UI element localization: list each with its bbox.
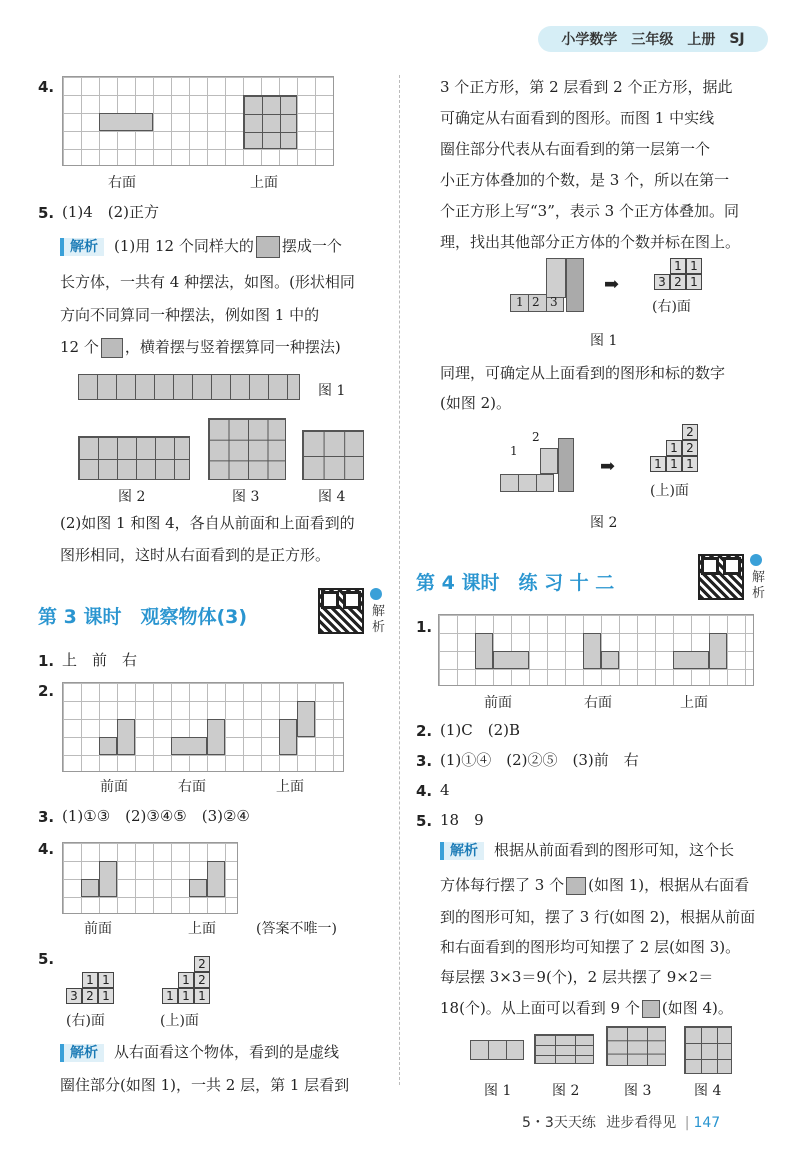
cont-line6: 理，找出其他部分正方体的个数并标在图上。 bbox=[440, 233, 741, 251]
s5-number: 5. bbox=[38, 950, 55, 968]
subject: 小学数学 bbox=[561, 32, 618, 48]
q5-after-line1: (2)如图 1 和图 4，各自从前面和上面看到的 bbox=[60, 514, 355, 532]
analysis-tag: 解析 bbox=[440, 842, 484, 860]
mid-line2: (如图 2)。 bbox=[440, 394, 512, 412]
rfig1-solid: 1 2 3 bbox=[510, 258, 588, 314]
cube-icon bbox=[256, 236, 280, 258]
edition: SJ bbox=[729, 31, 745, 47]
s2-top-label: 上面 bbox=[276, 779, 304, 795]
q5-analysis-line4: 12 个 ，横着摆与竖着摆算同一种摆法) bbox=[60, 338, 341, 356]
r5-analysis-line2: 方体每行摆了 3 个 (如图 1)，根据从右面看 bbox=[440, 876, 750, 894]
fig1-long-cuboid bbox=[78, 374, 300, 400]
s2-number: 2. bbox=[38, 682, 55, 700]
s4-note: (答案不唯一) bbox=[256, 921, 337, 937]
q4-right-label: 右面 bbox=[108, 175, 136, 191]
r3-number: 3. bbox=[416, 752, 433, 770]
rfig1-caption: 图 1 bbox=[590, 333, 618, 349]
r5-fig2-caption: 图 2 bbox=[552, 1083, 580, 1099]
fig3-label: 图 3 bbox=[232, 489, 260, 505]
r5-fig3-caption: 图 3 bbox=[624, 1083, 652, 1099]
q4-number: 4. bbox=[38, 78, 55, 96]
q5-number: 5. bbox=[38, 204, 55, 222]
fig1-label: 图 1 bbox=[318, 383, 346, 399]
s5-top-label: (上)面 bbox=[160, 1013, 199, 1029]
qr-code-icon[interactable] bbox=[698, 554, 744, 600]
s3-number: 3. bbox=[38, 808, 55, 826]
fig4-label: 图 4 bbox=[318, 489, 346, 505]
arrow-icon: ➡ bbox=[600, 456, 616, 477]
fig3-cuboid bbox=[208, 418, 286, 480]
play-icon[interactable] bbox=[750, 554, 762, 566]
cont-line2: 可确定从右面看到的图形。而图 1 中实线 bbox=[440, 109, 715, 127]
r5-fig1-caption: 图 1 bbox=[484, 1083, 512, 1099]
r5-analysis-line1: 解析 根据从前面看到的图形可知，这个长 bbox=[440, 842, 734, 860]
r1-number: 1. bbox=[416, 618, 433, 636]
rfig2-caption: 图 2 bbox=[590, 515, 618, 531]
r5-analysis-line5: 每层摆 3×3＝9(个)，2 层共摆了 9×2＝ bbox=[440, 968, 714, 986]
cont-line1: 3 个正方形，第 2 层看到 2 个正方形，据此 bbox=[440, 78, 733, 96]
r5-fig3 bbox=[606, 1026, 666, 1066]
cont-line4: 小正方体叠加的个数，是 3 个，所以在第一 bbox=[440, 171, 730, 189]
fig2-label: 图 2 bbox=[118, 489, 146, 505]
r5-fig2 bbox=[534, 1034, 594, 1064]
s4-grid bbox=[62, 842, 238, 914]
q5-after-line2: 图形相同，这时从右面看到的是正方形。 bbox=[60, 546, 331, 564]
r2-answer: (1)C (2)B bbox=[440, 721, 520, 739]
r1-grid bbox=[438, 614, 754, 686]
r5-analysis-line4: 和右面看到的图形均可知摆了 2 层(如图 3)。 bbox=[440, 938, 741, 956]
fig2-cuboid bbox=[78, 436, 190, 480]
r2-number: 2. bbox=[416, 722, 433, 740]
r5-analysis-line6: 18(个)。从上面可以看到 9 个 (如图 4)。 bbox=[440, 999, 733, 1017]
s4-top-label: 上面 bbox=[188, 921, 216, 937]
r5-fig1 bbox=[470, 1040, 524, 1060]
q5-analysis-line3: 方向不同算同一种摆法，例如图 1 中的 bbox=[60, 306, 320, 324]
rfig2-solid: 2 1 bbox=[500, 430, 580, 494]
s5-analysis-line1: 解析 从右面看这个物体，看到的是虚线 bbox=[60, 1044, 339, 1062]
q5-answer: (1)4 (2)正方 bbox=[62, 203, 160, 221]
play-icon[interactable] bbox=[370, 588, 382, 600]
s4-number: 4. bbox=[38, 840, 55, 858]
r1-front-label: 前面 bbox=[484, 695, 512, 711]
s1-number: 1. bbox=[38, 652, 55, 670]
column-divider bbox=[399, 75, 400, 1085]
qr-analysis-label[interactable]: 解析 bbox=[372, 604, 386, 635]
r5-fig4-caption: 图 4 bbox=[694, 1083, 722, 1099]
s4-front-label: 前面 bbox=[84, 921, 112, 937]
s1-answer: 上 前 右 bbox=[62, 651, 138, 669]
page-number: 147 bbox=[693, 1115, 721, 1131]
s2-right-label: 右面 bbox=[178, 779, 206, 795]
square-icon bbox=[642, 1000, 660, 1018]
cube-icon bbox=[566, 877, 586, 895]
qr-analysis-label[interactable]: 解析 bbox=[752, 570, 766, 601]
s2-front-label: 前面 bbox=[100, 779, 128, 795]
s3-answer: (1)①③ (2)③④⑤ (3)②④ bbox=[62, 807, 250, 825]
qr-code-icon[interactable] bbox=[318, 588, 364, 634]
q4-right-shape bbox=[99, 113, 153, 131]
r5-answer: 18 9 bbox=[440, 811, 484, 829]
fig4-cuboid bbox=[302, 430, 364, 480]
footer-slogan: 进步看得见 bbox=[606, 1115, 677, 1131]
volume: 上册 bbox=[687, 32, 716, 48]
r1-right-label: 右面 bbox=[584, 695, 612, 711]
footer-brand: 5・3天天练 bbox=[522, 1115, 596, 1131]
footer: 5・3天天练 进步看得见 | 147 bbox=[522, 1115, 721, 1131]
r5-number: 5. bbox=[416, 812, 433, 830]
r4-answer: 4 bbox=[440, 781, 450, 799]
section-title-4: 第 4 课时 练 习 十 二 bbox=[416, 572, 615, 594]
rfig2-top-label: (上)面 bbox=[650, 483, 689, 499]
s5-analysis-line2: 圈住部分(如图 1)，一共 2 层，第 1 层看到 bbox=[60, 1076, 350, 1094]
arrow-icon: ➡ bbox=[604, 274, 620, 295]
section-title-3: 第 3 课时 观察物体(3) bbox=[38, 606, 248, 628]
mid-line1: 同理，可确定从上面看到的图形和标的数字 bbox=[440, 364, 726, 382]
r3-answer: (1)①④ (2)②⑤ (3)前 右 bbox=[440, 751, 639, 769]
r1-top-label: 上面 bbox=[680, 695, 708, 711]
analysis-tag: 解析 bbox=[60, 1044, 104, 1062]
analysis-tag: 解析 bbox=[60, 238, 104, 256]
header-bar bbox=[538, 26, 768, 52]
grade: 三年级 bbox=[631, 32, 674, 48]
q4-top-label: 上面 bbox=[250, 175, 278, 191]
q4-grid bbox=[62, 76, 334, 166]
s2-grid bbox=[62, 682, 344, 772]
cube-icon bbox=[101, 338, 123, 358]
r5-fig4 bbox=[684, 1026, 732, 1074]
r5-analysis-line3: 到的图形可知，摆了 3 行(如图 2)，根据从前面 bbox=[440, 908, 756, 926]
q4-top-shape bbox=[243, 95, 297, 149]
s5-right-label: (右)面 bbox=[66, 1013, 105, 1029]
cont-line3: 圈住部分代表从右面看到的第一层第一个 bbox=[440, 140, 711, 158]
q5-analysis-line2: 长方体，一共有 4 种摆法，如图。(形状相同 bbox=[60, 273, 355, 291]
r4-number: 4. bbox=[416, 782, 433, 800]
q5-analysis-line1: 解析 (1)用 12 个同样大的 摆成一个 bbox=[60, 236, 342, 258]
cont-line5: 个正方形上写“3”，表示 3 个正方体叠加。同 bbox=[440, 202, 739, 220]
rfig1-right-label: (右)面 bbox=[652, 299, 691, 315]
